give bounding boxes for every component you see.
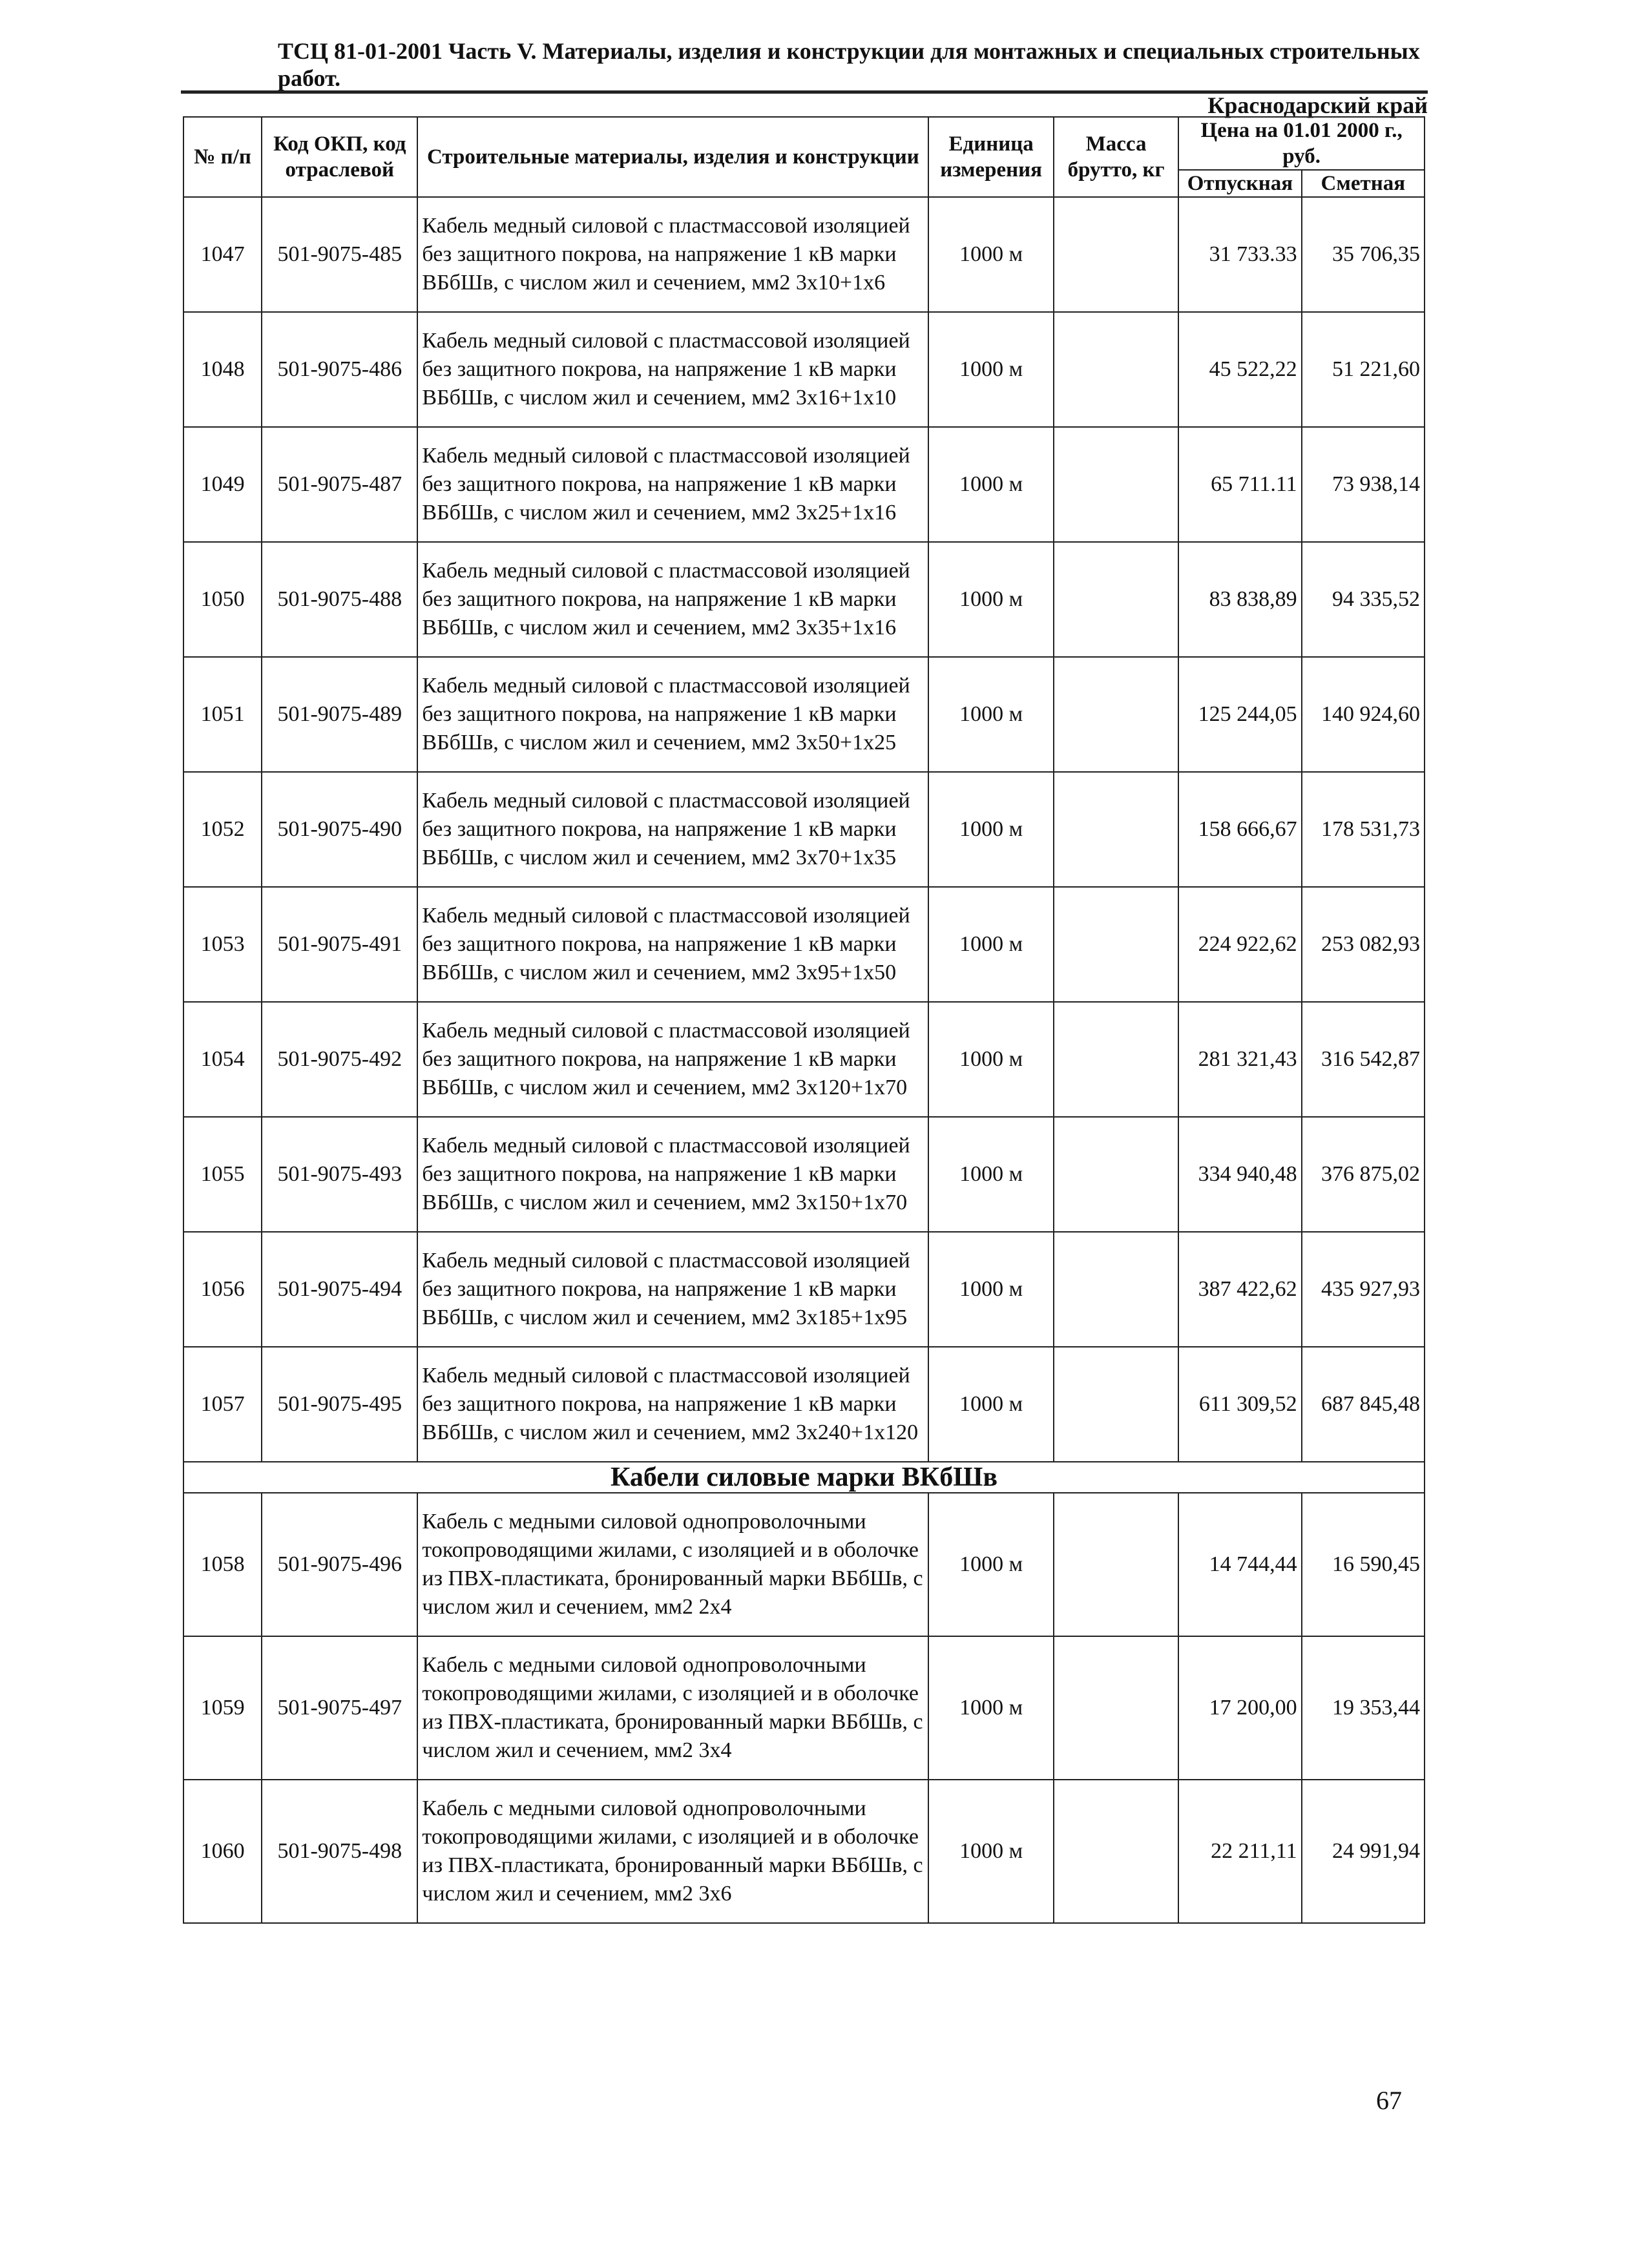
release-price: 281 321,43 — [1178, 1002, 1301, 1117]
row-number: 1048 — [183, 312, 262, 427]
gross-mass — [1054, 197, 1178, 312]
okp-code: 501-9075-496 — [262, 1493, 417, 1636]
gross-mass — [1054, 657, 1178, 772]
estimate-price: 140 924,60 — [1302, 657, 1425, 772]
okp-code: 501-9075-491 — [262, 887, 417, 1002]
gross-mass — [1054, 1002, 1178, 1117]
page-header — [181, 37, 1428, 119]
okp-code: 501-9075-487 — [262, 427, 417, 542]
unit-of-measure: 1000 м — [928, 1347, 1053, 1462]
row-number: 1056 — [183, 1232, 262, 1347]
okp-code: 501-9075-494 — [262, 1232, 417, 1347]
unit-of-measure: 1000 м — [928, 197, 1053, 312]
table-row — [183, 1232, 1425, 1347]
unit-of-measure: 1000 м — [928, 1002, 1053, 1117]
table-row — [183, 427, 1425, 542]
unit-of-measure: 1000 м — [928, 887, 1053, 1002]
table-row — [183, 1493, 1425, 1636]
gross-mass — [1054, 1780, 1178, 1923]
row-number: 1057 — [183, 1347, 262, 1462]
okp-code: 501-9075-490 — [262, 772, 417, 887]
material-description: Кабель медный силовой с пластмассовой изоляцией без защитного покрова, на напряжение 1 кВ марки ВБбШв, с числом жил и сечением, мм2 3х95+1х50 — [417, 887, 928, 1002]
estimate-price: 35 706,35 — [1302, 197, 1425, 312]
release-price: 158 666,67 — [1178, 772, 1301, 887]
col-header-code: Код ОКП, код отраслевой — [262, 117, 417, 197]
gross-mass — [1054, 1232, 1178, 1347]
release-price: 224 922,62 — [1178, 887, 1301, 1002]
row-number: 1047 — [183, 197, 262, 312]
row-number: 1052 — [183, 772, 262, 887]
material-description: Кабель с медными силовой однопроволочными токопроводящими жилами, с изоляцией и в оболочке из ПВХ-пластиката, бронированный марки ВБбШв, с числом жил и сечением, мм2 3х6 — [417, 1780, 928, 1923]
estimate-price: 435 927,93 — [1302, 1232, 1425, 1347]
material-description: Кабель медный силовой с пластмассовой изоляцией без защитного покрова, на напряжение 1 кВ марки ВБбШв, с числом жил и сечением, мм2 3х35+1х16 — [417, 542, 928, 657]
material-description: Кабель медный силовой с пластмассовой изоляцией без защитного покрова, на напряжение 1 кВ марки ВБбШв, с числом жил и сечением, мм2 3х185+1х95 — [417, 1232, 928, 1347]
table-row — [183, 887, 1425, 1002]
price-table — [183, 116, 1425, 1924]
okp-code: 501-9075-489 — [262, 657, 417, 772]
col-header-estimate-price: Сметная — [1302, 170, 1425, 197]
row-number: 1060 — [183, 1780, 262, 1923]
row-number: 1058 — [183, 1493, 262, 1636]
unit-of-measure: 1000 м — [928, 772, 1053, 887]
region-label: Краснодарский край — [1207, 92, 1428, 118]
release-price: 611 309,52 — [1178, 1347, 1301, 1462]
unit-of-measure: 1000 м — [928, 1780, 1053, 1923]
release-price: 65 711.11 — [1178, 427, 1301, 542]
material-description: Кабель медный силовой с пластмассовой изоляцией без защитного покрова, на напряжение 1 кВ марки ВБбШв, с числом жил и сечением, мм2 3х50+1х25 — [417, 657, 928, 772]
col-header-num: № п/п — [183, 117, 262, 197]
okp-code: 501-9075-493 — [262, 1117, 417, 1232]
release-price: 45 522,22 — [1178, 312, 1301, 427]
material-description: Кабель медный силовой с пластмассовой изоляцией без защитного покрова, на напряжение 1 кВ марки ВБбШв, с числом жил и сечением, мм2 3х120+1х70 — [417, 1002, 928, 1117]
unit-of-measure: 1000 м — [928, 1232, 1053, 1347]
release-price: 125 244,05 — [1178, 657, 1301, 772]
material-description: Кабель с медными силовой однопроволочными токопроводящими жилами, с изоляцией и в оболочке из ПВХ-пластиката, бронированный марки ВБбШв, с числом жил и сечением, мм2 2х4 — [417, 1493, 928, 1636]
unit-of-measure: 1000 м — [928, 657, 1053, 772]
unit-of-measure: 1000 м — [928, 1117, 1053, 1232]
gross-mass — [1054, 312, 1178, 427]
release-price: 31 733.33 — [1178, 197, 1301, 312]
table-row — [183, 772, 1425, 887]
table-row — [183, 1002, 1425, 1117]
table-body-section-1 — [183, 197, 1425, 1462]
gross-mass — [1054, 542, 1178, 657]
release-price: 14 744,44 — [1178, 1493, 1301, 1636]
material-description: Кабель медный силовой с пластмассовой изоляцией без защитного покрова, на напряжение 1 кВ марки ВБбШв, с числом жил и сечением, мм2 3х25+1х16 — [417, 427, 928, 542]
material-description: Кабель с медными силовой однопроволочными токопроводящими жилами, с изоляцией и в оболочке из ПВХ-пластиката, бронированный марки ВБбШв, с числом жил и сечением, мм2 3х4 — [417, 1636, 928, 1780]
row-number: 1050 — [183, 542, 262, 657]
estimate-price: 253 082,93 — [1302, 887, 1425, 1002]
section-row — [183, 1462, 1425, 1493]
material-description: Кабель медный силовой с пластмассовой изоляцией без защитного покрова, на напряжение 1 кВ марки ВБбШв, с числом жил и сечением, мм2 3х240+1х120 — [417, 1347, 928, 1462]
document-title: ТСЦ 81-01-2001 Часть V. Материалы, изделия и конструкции для монтажных и специальных строительных работ. — [278, 38, 1420, 91]
row-number: 1055 — [183, 1117, 262, 1232]
row-number: 1049 — [183, 427, 262, 542]
col-header-name: Строительные материалы, изделия и конструкции — [417, 117, 928, 197]
unit-of-measure: 1000 м — [928, 1493, 1053, 1636]
row-number: 1051 — [183, 657, 262, 772]
unit-of-measure: 1000 м — [928, 542, 1053, 657]
release-price: 334 940,48 — [1178, 1117, 1301, 1232]
estimate-price: 376 875,02 — [1302, 1117, 1425, 1232]
row-number: 1059 — [183, 1636, 262, 1780]
estimate-price: 687 845,48 — [1302, 1347, 1425, 1462]
release-price: 387 422,62 — [1178, 1232, 1301, 1347]
release-price: 83 838,89 — [1178, 542, 1301, 657]
gross-mass — [1054, 887, 1178, 1002]
okp-code: 501-9075-486 — [262, 312, 417, 427]
estimate-price: 316 542,87 — [1302, 1002, 1425, 1117]
gross-mass — [1054, 1636, 1178, 1780]
section-title: Кабели силовые марки ВКбШв — [183, 1462, 1425, 1493]
estimate-price: 178 531,73 — [1302, 772, 1425, 887]
table-row — [183, 1636, 1425, 1780]
table-row — [183, 197, 1425, 312]
table-row — [183, 657, 1425, 772]
release-price: 17 200,00 — [1178, 1636, 1301, 1780]
okp-code: 501-9075-485 — [262, 197, 417, 312]
okp-code: 501-9075-498 — [262, 1780, 417, 1923]
row-number: 1054 — [183, 1002, 262, 1117]
gross-mass — [1054, 1493, 1178, 1636]
table-body-section-2 — [183, 1493, 1425, 1923]
table-row — [183, 1117, 1425, 1232]
header-rule — [181, 90, 1428, 94]
gross-mass — [1054, 1117, 1178, 1232]
estimate-price: 19 353,44 — [1302, 1636, 1425, 1780]
row-number: 1053 — [183, 887, 262, 1002]
col-header-release-price: Отпускная — [1178, 170, 1301, 197]
okp-code: 501-9075-492 — [262, 1002, 417, 1117]
estimate-price: 24 991,94 — [1302, 1780, 1425, 1923]
release-price: 22 211,11 — [1178, 1780, 1301, 1923]
page-number: 67 — [1376, 2086, 1402, 2115]
table-row — [183, 312, 1425, 427]
material-description: Кабель медный силовой с пластмассовой изоляцией без защитного покрова, на напряжение 1 кВ марки ВБбШв, с числом жил и сечением, мм2 3х70+1х35 — [417, 772, 928, 887]
unit-of-measure: 1000 м — [928, 1636, 1053, 1780]
gross-mass — [1054, 427, 1178, 542]
unit-of-measure: 1000 м — [928, 312, 1053, 427]
material-description: Кабель медный силовой с пластмассовой изоляцией без защитного покрова, на напряжение 1 кВ марки ВБбШв, с числом жил и сечением, мм2 3х16+1х10 — [417, 312, 928, 427]
table-row — [183, 542, 1425, 657]
estimate-price: 16 590,45 — [1302, 1493, 1425, 1636]
table-row — [183, 1780, 1425, 1923]
col-header-mass: Масса брутто, кг — [1054, 117, 1178, 197]
okp-code: 501-9075-497 — [262, 1636, 417, 1780]
unit-of-measure: 1000 м — [928, 427, 1053, 542]
estimate-price: 51 221,60 — [1302, 312, 1425, 427]
material-description: Кабель медный силовой с пластмассовой изоляцией без защитного покрова, на напряжение 1 кВ марки ВБбШв, с числом жил и сечением, мм2 3х150+1х70 — [417, 1117, 928, 1232]
col-header-price: Цена на 01.01 2000 г., руб. — [1178, 117, 1425, 170]
gross-mass — [1054, 1347, 1178, 1462]
estimate-price: 73 938,14 — [1302, 427, 1425, 542]
okp-code: 501-9075-488 — [262, 542, 417, 657]
material-description: Кабель медный силовой с пластмассовой изоляцией без защитного покрова, на напряжение 1 кВ марки ВБбШв, с числом жил и сечением, мм2 3х10+1х6 — [417, 197, 928, 312]
col-header-unit: Единица измерения — [928, 117, 1053, 197]
estimate-price: 94 335,52 — [1302, 542, 1425, 657]
gross-mass — [1054, 772, 1178, 887]
table-row — [183, 1347, 1425, 1462]
okp-code: 501-9075-495 — [262, 1347, 417, 1462]
